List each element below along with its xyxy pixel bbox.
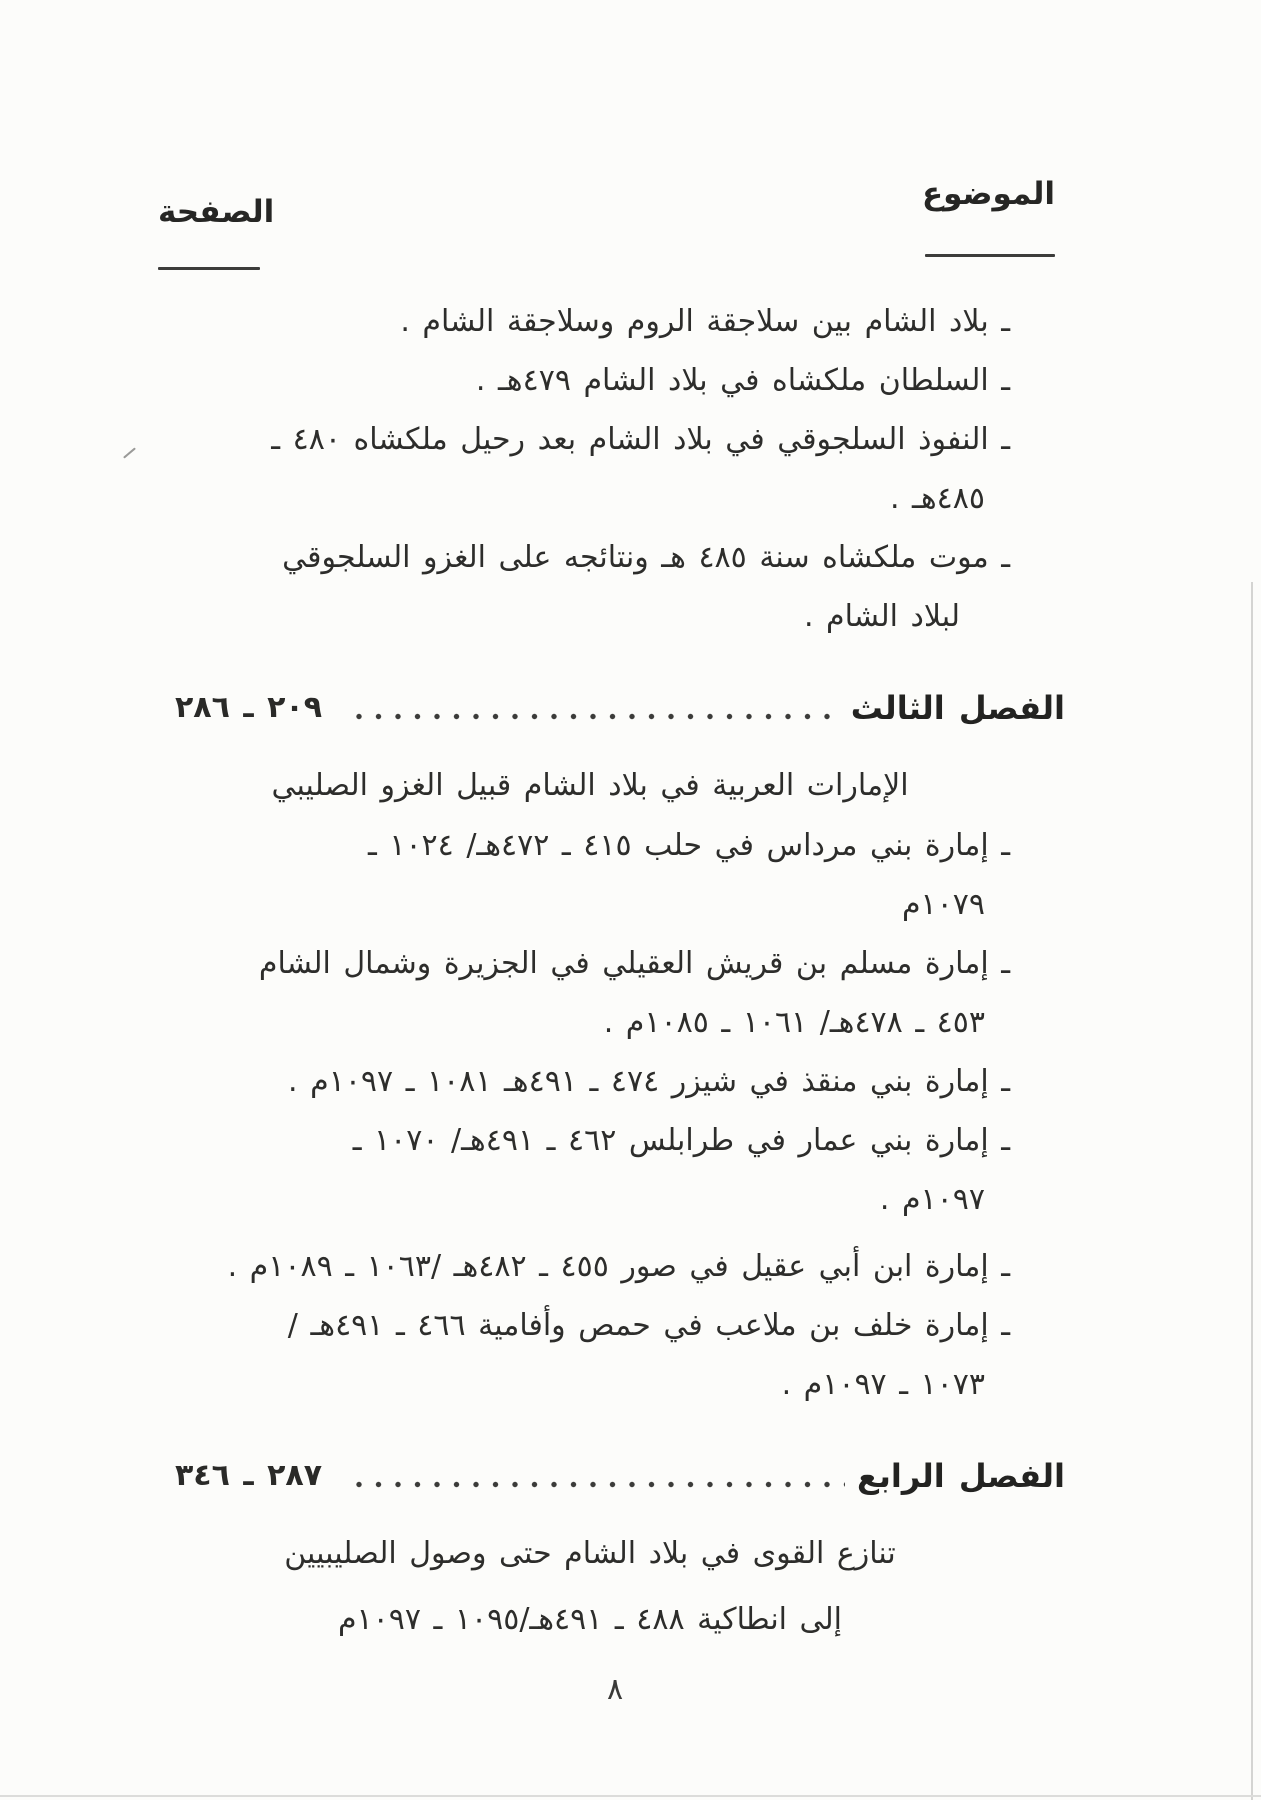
chapter-title: الفصل الرابع	[857, 1457, 1065, 1495]
scan-edge-bottom-line	[0, 1795, 1261, 1797]
toc-line: ـ إمارة بني منقذ في شيزر ٤٧٤ ـ ٤٩١هـ ١٠٨١ ـ ١٠٩٧م .	[288, 1064, 1010, 1099]
chapter-page-range: ٢٨٧ ـ ٣٤٦	[175, 1458, 323, 1493]
section-title: الإمارات العربية في بلاد الشام قبيل الغزو الصليبي	[271, 768, 909, 803]
subject-header-underline	[925, 254, 1055, 257]
scan-edge-right-line	[1251, 582, 1253, 1800]
toc-line: ـ إمارة مسلم بن قريش العقيلي في الجزيرة وشمال الشام	[258, 946, 1010, 981]
toc-line: ١٠٧٩م	[901, 887, 985, 922]
toc-entries	[175, 292, 1065, 1650]
toc-chapter-row	[175, 1444, 1065, 1508]
column-header-subject: الموضوع	[921, 176, 1055, 212]
chapter-page-range: ٢٠٩ ـ ٢٨٦	[175, 690, 323, 725]
section-title: تنازع القوى في بلاد الشام حتى وصول الصليبيين	[284, 1536, 896, 1571]
toc-line: ١٠٧٣ ـ ١٠٩٧م .	[781, 1367, 985, 1402]
dot-leader	[355, 1481, 845, 1488]
page-header-underline	[158, 267, 260, 270]
toc-line: ـ إمارة خلف بن ملاعب في حمص وأفامية ٤٦٦ ـ ٤٩١هـ /	[287, 1308, 1010, 1343]
dot-leader	[355, 713, 839, 720]
toc-line: ٤٥٣ ـ ٤٧٨هـ/ ١٠٦١ ـ ١٠٨٥م .	[603, 1005, 985, 1040]
toc-line: ـ إمارة ابن أبي عقيل في صور ٤٥٥ ـ ٤٨٢هـ /١٠٦٣ ـ ١٠٨٩م .	[227, 1249, 1010, 1284]
toc-line: ٤٨٥هـ .	[889, 481, 985, 516]
page-number-footer: ٨	[606, 1672, 624, 1707]
chapter-title: الفصل الثالث	[850, 689, 1065, 727]
column-header-page: الصفحة	[158, 194, 275, 230]
toc-line: ـ موت ملكشاه سنة ٤٨٥ هـ ونتائجه على الغزو السلجوقي	[282, 540, 1010, 575]
section-title: إلى انطاكية ٤٨٨ ـ ٤٩١هـ/١٠٩٥ ـ ١٠٩٧م	[337, 1602, 843, 1637]
toc-chapter-row	[175, 676, 1065, 740]
scan-stray-mark	[123, 447, 136, 458]
toc-line: ١٠٩٧م .	[879, 1182, 985, 1217]
toc-line: ـ النفوذ السلجوقي في بلاد الشام بعد رحيل ملكشاه ٤٨٠ ـ	[271, 422, 1010, 457]
toc-line: ـ إمارة بني عمار في طرابلس ٤٦٢ ـ ٤٩١هـ/ ١٠٧٠ ـ	[352, 1123, 1010, 1158]
toc-line: ـ السلطان ملكشاه في بلاد الشام ٤٧٩هـ .	[475, 363, 1010, 398]
toc-line: ـ بلاد الشام بين سلاجقة الروم وسلاجقة الشام .	[400, 304, 1010, 339]
toc-line: ـ إمارة بني مرداس في حلب ٤١٥ ـ ٤٧٢هـ/ ١٠٢٤ ـ	[368, 828, 1010, 863]
toc-line: لبلاد الشام .	[803, 599, 960, 634]
